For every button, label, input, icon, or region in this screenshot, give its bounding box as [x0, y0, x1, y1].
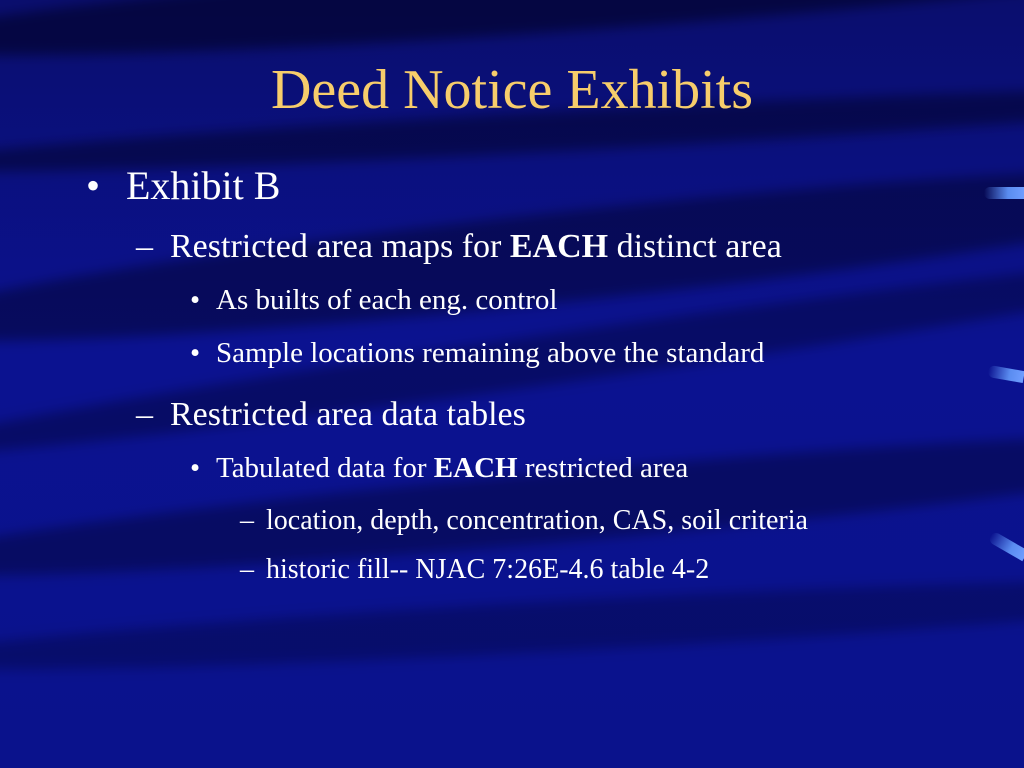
dash-marker: – [136, 228, 153, 265]
bullet-marker: • [86, 163, 101, 208]
bullet-text: restricted area [517, 451, 689, 484]
bullet-text: As builts of each eng. control [216, 284, 558, 316]
sub-bullet-restricted-maps [0, 221, 870, 272]
bullet-marker: • [190, 451, 201, 484]
bullet-text: Restricted area data tables [170, 395, 526, 433]
bullet-text: distinct area [608, 228, 782, 265]
bullet-text: Restricted area maps for [170, 228, 510, 265]
emphasis-text: EACH [433, 451, 518, 484]
sub-bullet-restricted-tables [0, 389, 870, 440]
bullet-text: historic fill-- NJAC 7:26E-4.6 table 4-2 [266, 553, 710, 585]
bullet-marker: • [190, 284, 201, 316]
sub-sub-bullet-sample-locations [0, 335, 1000, 371]
level4-item-historic-fill [0, 552, 1000, 587]
sub-sub-bullet-tabulated-data [0, 450, 1000, 486]
bullet-text: Tabulated data for [216, 451, 434, 484]
bullet-text: Sample locations remaining above the standard [216, 337, 765, 370]
dash-marker: – [136, 395, 153, 433]
bullet-text: location, depth, concentration, CAS, soil criteria [266, 504, 808, 536]
dash-marker: – [240, 504, 254, 536]
sub-sub-bullet-as-builts [0, 282, 1000, 318]
slide-body [0, 162, 1000, 601]
emphasis-text: EACH [509, 228, 609, 265]
dash-marker: – [240, 553, 254, 585]
bullet-marker: • [190, 337, 201, 370]
slide-title: Deed Notice Exhibits [270, 59, 754, 121]
level4-item-location-fields [0, 503, 1000, 538]
bullet-exhibit-b [0, 162, 1000, 209]
bullet-text: Exhibit B [126, 163, 281, 208]
